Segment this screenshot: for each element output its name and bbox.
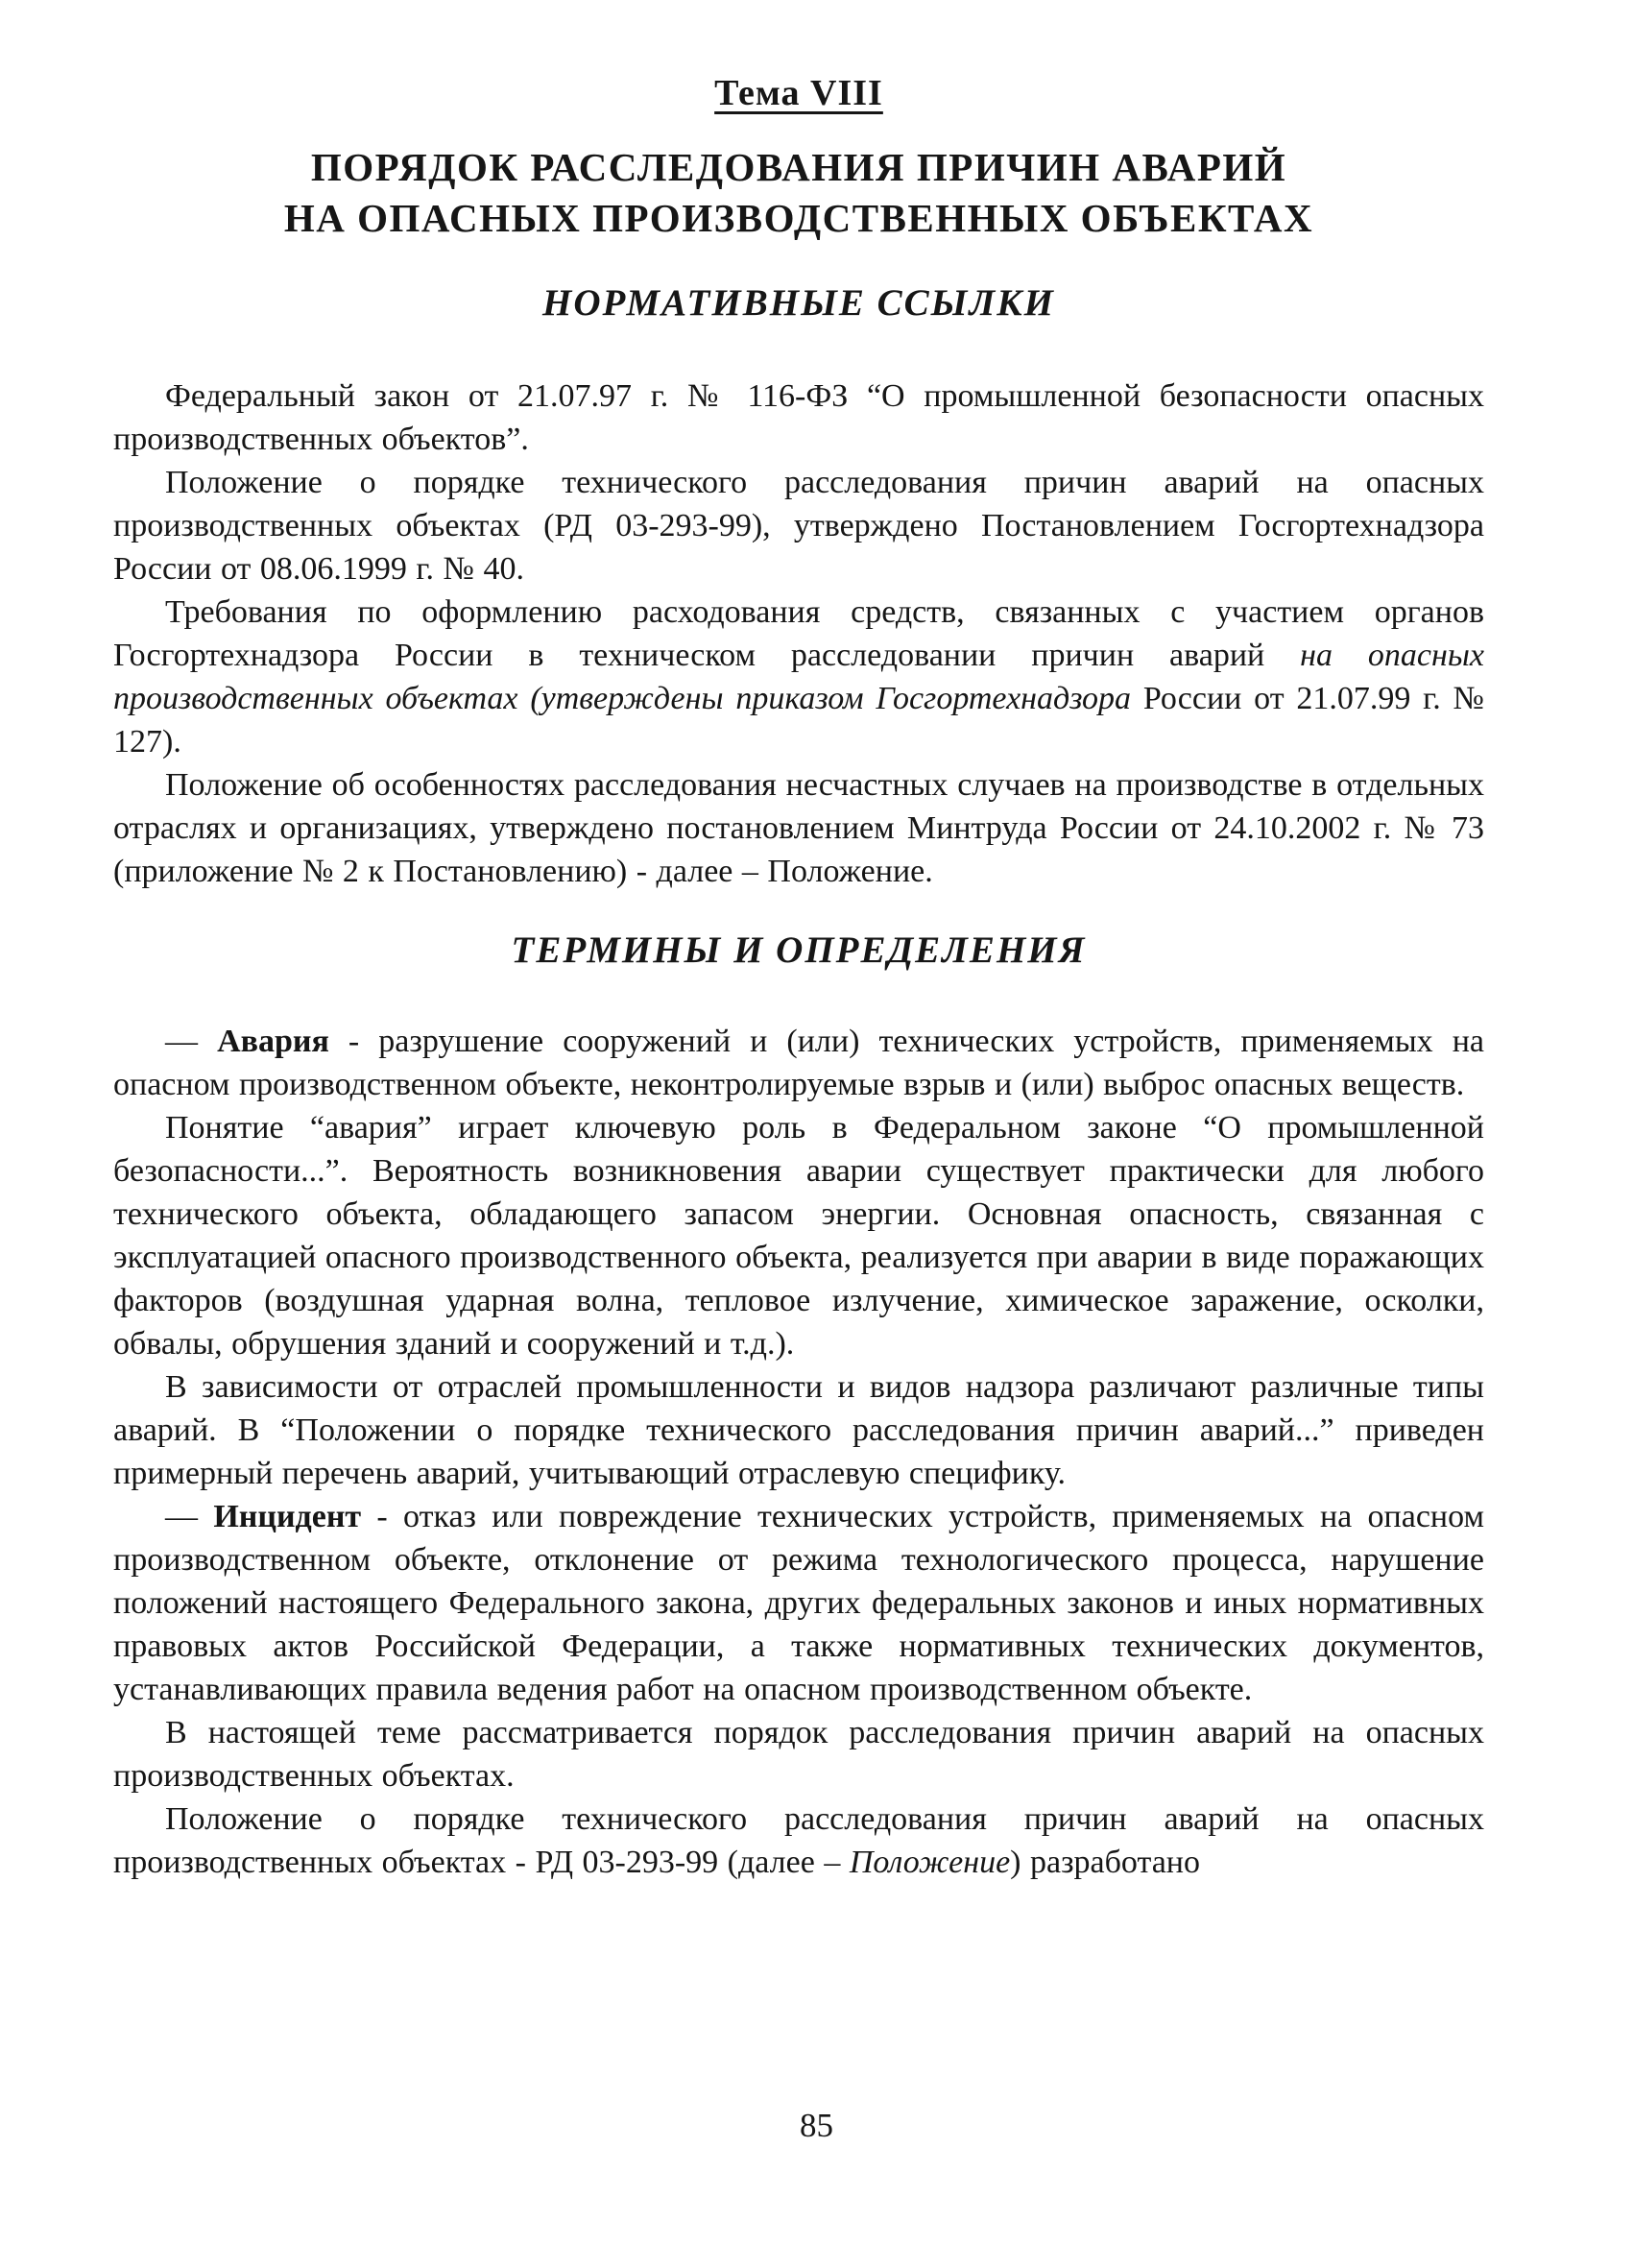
page-title bbox=[113, 142, 1484, 244]
term-avariya: Авария bbox=[217, 1024, 329, 1059]
page-number: 85 bbox=[800, 2107, 833, 2144]
text-segment: Положение о порядке технического расследования причин аварий на опасных производственных объектах (РД 03-293-99), утверждено Постановлением Госгортехнадзора России от 08.06.1999 г. № 40. bbox=[113, 465, 1484, 587]
paragraph bbox=[113, 461, 1484, 591]
text-segment: - отказ или повреждение технических устройств, применяемых на опасном производственном объекте, отклонение от режима технологического процесса, нарушение положений настоящего Федерального закона, других федеральных законов и иных нормативных правовых актов Российской Федерации, а также нормативных технических документов, устанавливающих правила ведения работ на опасном производственном объекте. bbox=[113, 1499, 1485, 1707]
theme-label bbox=[113, 71, 1484, 115]
section-heading-terms-definitions: ТЕРМИНЫ И ОПРЕДЕЛЕНИЯ bbox=[511, 929, 1087, 971]
term-incident: Инцидент bbox=[213, 1499, 362, 1534]
paragraph bbox=[113, 1106, 1484, 1365]
title-line-1: ПОРЯДОК РАССЛЕДОВАНИЯ ПРИЧИН АВАРИЙ bbox=[310, 145, 1287, 189]
text-segment: Положение об особенностях расследования несчастных случаев на производстве в отдельных отраслях и организациях, утверждено постановлением Минтруда России от 24.10.2002 г. № 73 (приложение № 2 к Постановлению) - далее – Положение. bbox=[113, 767, 1484, 889]
paragraph bbox=[113, 591, 1484, 763]
paragraph-term-avariya bbox=[113, 1020, 1484, 1106]
text-segment: В зависимости от отраслей промышленности и видов надзора различают различные типы аварий. В “Положении о порядке технического расследования причин аварий...” приведен примерный перечень аварий, учитывающий отраслевую специфику. bbox=[113, 1369, 1484, 1491]
text-segment: России от 21.07.99 г. № 127). bbox=[113, 681, 1484, 760]
text-segment: Понятие “авария” играет ключевую роль в Федеральном законе “О промышленной безопасности...”. Вероятность возникновения аварии существует практически для любого технического объекта, обладающего запасом энергии. Основная опасность, связанная с эксплуатацией опасного производственного объекта, реализуется при аварии в виде поражающих факторов (воздушная ударная волна, тепловое излучение, химическое заражение, осколки, обвалы, обрушения зданий и сооружений и т.д.). bbox=[113, 1110, 1484, 1362]
paragraph bbox=[113, 1798, 1484, 1884]
paragraph bbox=[113, 1365, 1484, 1495]
text-segment: Положение о порядке технического расследования причин аварий на опасных производственных объектах - РД 03-293-99 (далее – bbox=[113, 1801, 1484, 1880]
section-normative-links bbox=[113, 280, 1484, 893]
paragraph bbox=[113, 763, 1484, 893]
title-line-2: НА ОПАСНЫХ ПРОИЗВОДСТВЕННЫХ ОБЪЕКТАХ bbox=[283, 196, 1314, 240]
text-segment-italic: на опасных производственных объектах (утверждены приказом Госгортехнадзора bbox=[113, 638, 1484, 716]
section-terms-definitions bbox=[113, 928, 1484, 1884]
section-heading-normative-links: НОРМАТИВНЫЕ ССЫЛКИ bbox=[542, 282, 1055, 324]
text-segment: Требования по оформлению расходования средств, связанных с участием органов Госгортехнадзора России в техническом расследовании причин аварий bbox=[113, 594, 1484, 673]
text-segment: В настоящей теме рассматривается порядок расследования причин аварий на опасных производственных объектах. bbox=[113, 1715, 1484, 1794]
text-segment-italic: Положение bbox=[849, 1845, 1011, 1880]
doc-header bbox=[113, 71, 1484, 244]
paragraph bbox=[113, 374, 1484, 461]
theme-label-text: Тема VIII bbox=[714, 73, 883, 113]
text-segment: ) разработано bbox=[1010, 1845, 1201, 1880]
text-segment: — bbox=[165, 1499, 214, 1534]
text-segment: - разрушение сооружений и (или) технических устройств, применяемых на опасном производственном объекте, неконтролируемые взрыв и (или) выброс опасных веществ. bbox=[113, 1024, 1485, 1102]
paragraph-term-incident bbox=[113, 1495, 1484, 1711]
text-segment: Федеральный закон от 21.07.97 г. № 116-ФЗ “О промышленной безопасности опасных производственных объектов”. bbox=[113, 378, 1484, 457]
paragraph bbox=[113, 1711, 1484, 1798]
page-content bbox=[113, 71, 1484, 1884]
text-segment: — bbox=[165, 1024, 218, 1059]
